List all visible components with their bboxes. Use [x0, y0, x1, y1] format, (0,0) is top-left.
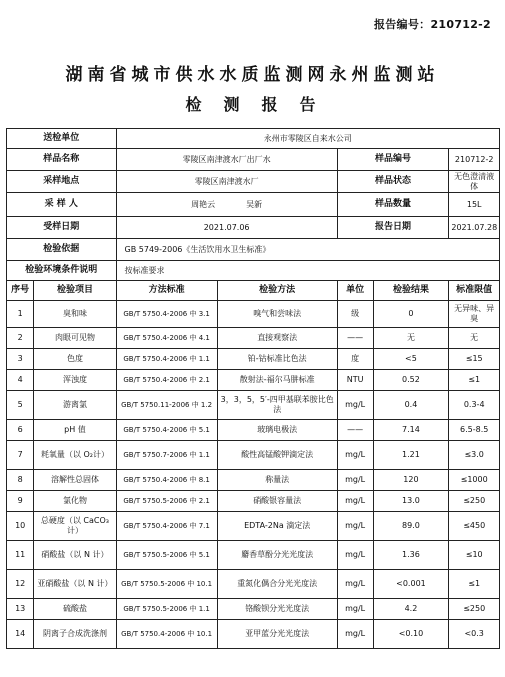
row-method: 称量法: [217, 470, 337, 491]
row-result: 1.36: [373, 541, 449, 570]
table-row: [7, 301, 500, 328]
table-row: [7, 620, 500, 649]
row-item: 臭和味: [34, 301, 116, 328]
row-item: 溶解性总固体: [34, 470, 116, 491]
row-no: 3: [7, 349, 34, 370]
row-standard: GB/T 5750.4-2006 中 10.1: [116, 620, 217, 649]
state-label: 样品状态: [337, 171, 449, 193]
row-standard: GB/T 5750.11-2006 中 1.2: [116, 391, 217, 420]
row-limit: ≤450: [449, 512, 500, 541]
row-standard: GB/T 5750.4-2006 中 7.1: [116, 512, 217, 541]
table-row: [7, 570, 500, 599]
row-unit: NTU: [337, 370, 373, 391]
row-result: 无: [373, 328, 449, 349]
table-row: [7, 349, 500, 370]
sample-name-label: 样品名称: [7, 149, 117, 171]
table-row: [7, 370, 500, 391]
col-header-standard: 方法标准: [116, 281, 217, 301]
received-date-label: 受样日期: [7, 217, 117, 239]
report-title: 湖南省城市供水水质监测网永州监测站: [65, 65, 440, 85]
report-number: 报告编号：210712-2: [373, 18, 491, 31]
sample-name-value: 零陵区南津渡水厂出厂水: [116, 149, 337, 171]
row-limit: <0.3: [449, 620, 500, 649]
env-label: 检验环境条件说明: [7, 261, 117, 281]
row-no: 10: [7, 512, 34, 541]
sample-no-label: 样品编号: [337, 149, 449, 171]
env-value: 按标准要求: [116, 261, 499, 281]
row-limit: ≤1: [449, 570, 500, 599]
table-row: [7, 599, 500, 620]
col-header-item: 检验项目: [34, 281, 116, 301]
row-no: 12: [7, 570, 34, 599]
row-limit: 6.5-8.5: [449, 420, 500, 441]
row-item: 耗氧量（以 O₂计）: [34, 441, 116, 470]
basis-label: 检验依据: [7, 239, 117, 261]
row-no: 7: [7, 441, 34, 470]
row-result: 0.52: [373, 370, 449, 391]
row-method: 散射法-福尔马肼标准: [217, 370, 337, 391]
results-header-row: [7, 281, 500, 301]
table-row: [7, 491, 500, 512]
row-standard: GB/T 5750.4-2006 中 3.1: [116, 301, 217, 328]
row-no: 9: [7, 491, 34, 512]
row-unit: mg/L: [337, 541, 373, 570]
client-label: 送检单位: [7, 129, 117, 149]
sampler-value: [116, 193, 337, 217]
report-date-value: 2021.07.28: [449, 217, 500, 239]
row-no: 2: [7, 328, 34, 349]
row-unit: 度: [337, 349, 373, 370]
state-value: 无色澄清液体: [449, 171, 500, 193]
row-result: 120: [373, 470, 449, 491]
row-limit: ≤10: [449, 541, 500, 570]
row-unit: 级: [337, 301, 373, 328]
row-method: 铬酸钡分光光度法: [217, 599, 337, 620]
col-header-method: 检验方法: [217, 281, 337, 301]
row-result: 0: [373, 301, 449, 328]
row-item: 硝酸盐（以 N 计）: [34, 541, 116, 570]
row-item: 氯化物: [34, 491, 116, 512]
row-item: 亚硝酸盐（以 N 计）: [34, 570, 116, 599]
row-no: 1: [7, 301, 34, 328]
col-header-limit: 标准限值: [449, 281, 500, 301]
row-standard: GB/T 5750.5-2006 中 1.1: [116, 599, 217, 620]
row-no: 14: [7, 620, 34, 649]
row-method: 亚甲蓝分光光度法: [217, 620, 337, 649]
table-row: [7, 391, 500, 420]
location-label: 采样地点: [7, 171, 117, 193]
row-item: 游离氯: [34, 391, 116, 420]
sampler-label: 采 样 人: [7, 193, 117, 217]
row-result: <0.001: [373, 570, 449, 599]
row-unit: ——: [337, 328, 373, 349]
row-item: 色度: [34, 349, 116, 370]
row-limit: ≤250: [449, 491, 500, 512]
quantity-value: 15L: [449, 193, 500, 217]
client-value: 永州市零陵区自来水公司: [116, 129, 499, 149]
row-no: 4: [7, 370, 34, 391]
table-row: [7, 470, 500, 491]
row-result: 0.4: [373, 391, 449, 420]
row-method: 麝香草酚分光光度法: [217, 541, 337, 570]
row-limit: ≤250: [449, 599, 500, 620]
row-item: 硫酸盐: [34, 599, 116, 620]
row-unit: mg/L: [337, 599, 373, 620]
row-unit: mg/L: [337, 570, 373, 599]
row-unit: mg/L: [337, 512, 373, 541]
row-standard: GB/T 5750.4-2006 中 1.1: [116, 349, 217, 370]
row-no: 5: [7, 391, 34, 420]
row-standard: GB/T 5750.5-2006 中 5.1: [116, 541, 217, 570]
row-limit: ≤1: [449, 370, 500, 391]
col-header-no: 序号: [7, 281, 34, 301]
report-date-label: 报告日期: [337, 217, 449, 239]
row-method: 酸性高锰酸钾滴定法: [217, 441, 337, 470]
row-method: 直接观察法: [217, 328, 337, 349]
row-limit: 0.3-4: [449, 391, 500, 420]
row-unit: mg/L: [337, 441, 373, 470]
table-row: [7, 541, 500, 570]
row-limit: ≤15: [449, 349, 500, 370]
row-limit: ≤3.0: [449, 441, 500, 470]
table-row: [7, 512, 500, 541]
row-no: 11: [7, 541, 34, 570]
row-standard: GB/T 5750.4-2006 中 2.1: [116, 370, 217, 391]
row-method: 3，3，5，5′-四甲基联苯胺比色法: [217, 391, 337, 420]
row-unit: mg/L: [337, 391, 373, 420]
row-result: 89.0: [373, 512, 449, 541]
quantity-label: 样品数量: [337, 193, 449, 217]
row-item: pH 值: [34, 420, 116, 441]
table-row: [7, 328, 500, 349]
row-result: <5: [373, 349, 449, 370]
row-result: 4.2: [373, 599, 449, 620]
row-unit: mg/L: [337, 620, 373, 649]
row-standard: GB/T 5750.5-2006 中 10.1: [116, 570, 217, 599]
row-standard: GB/T 5750.4-2006 中 4.1: [116, 328, 217, 349]
row-unit: mg/L: [337, 470, 373, 491]
row-method: 铂-钴标准比色法: [217, 349, 337, 370]
row-limit: ≤1000: [449, 470, 500, 491]
sampler-2: 吴新: [246, 199, 263, 209]
table-row: [7, 420, 500, 441]
sampler-1: 周艳云: [191, 199, 216, 209]
row-item: 阴离子合成洗涤剂: [34, 620, 116, 649]
row-no: 6: [7, 420, 34, 441]
row-method: 重氮化偶合分光光度法: [217, 570, 337, 599]
row-method: 玻璃电极法: [217, 420, 337, 441]
row-item: 总硬度（以 CaCO₃计）: [34, 512, 116, 541]
location-value: 零陵区南津渡水厂: [116, 171, 337, 193]
col-header-unit: 单位: [337, 281, 373, 301]
basis-value: GB 5749-2006《生活饮用水卫生标准》: [116, 239, 499, 261]
row-result: 7.14: [373, 420, 449, 441]
row-standard: GB/T 5750.4-2006 中 8.1: [116, 470, 217, 491]
row-item: 浑浊度: [34, 370, 116, 391]
row-limit: 无: [449, 328, 500, 349]
row-limit: 无异味、异臭: [449, 301, 500, 328]
row-method: 嗅气和尝味法: [217, 301, 337, 328]
row-standard: GB/T 5750.5-2006 中 2.1: [116, 491, 217, 512]
row-method: 硝酸银容量法: [217, 491, 337, 512]
table-row: [7, 441, 500, 470]
col-header-result: 检验结果: [373, 281, 449, 301]
row-no: 13: [7, 599, 34, 620]
row-method: EDTA-2Na 滴定法: [217, 512, 337, 541]
report-table: [6, 128, 500, 649]
row-result: 13.0: [373, 491, 449, 512]
row-result: <0.10: [373, 620, 449, 649]
row-standard: GB/T 5750.7-2006 中 1.1: [116, 441, 217, 470]
row-standard: GB/T 5750.4-2006 中 5.1: [116, 420, 217, 441]
row-unit: ——: [337, 420, 373, 441]
row-no: 8: [7, 470, 34, 491]
sample-no-value: 210712-2: [449, 149, 500, 171]
report-subtitle: 检测报告: [185, 95, 338, 114]
row-unit: mg/L: [337, 491, 373, 512]
row-item: 肉眼可见物: [34, 328, 116, 349]
row-result: 1.21: [373, 441, 449, 470]
received-date-value: 2021.07.06: [116, 217, 337, 239]
